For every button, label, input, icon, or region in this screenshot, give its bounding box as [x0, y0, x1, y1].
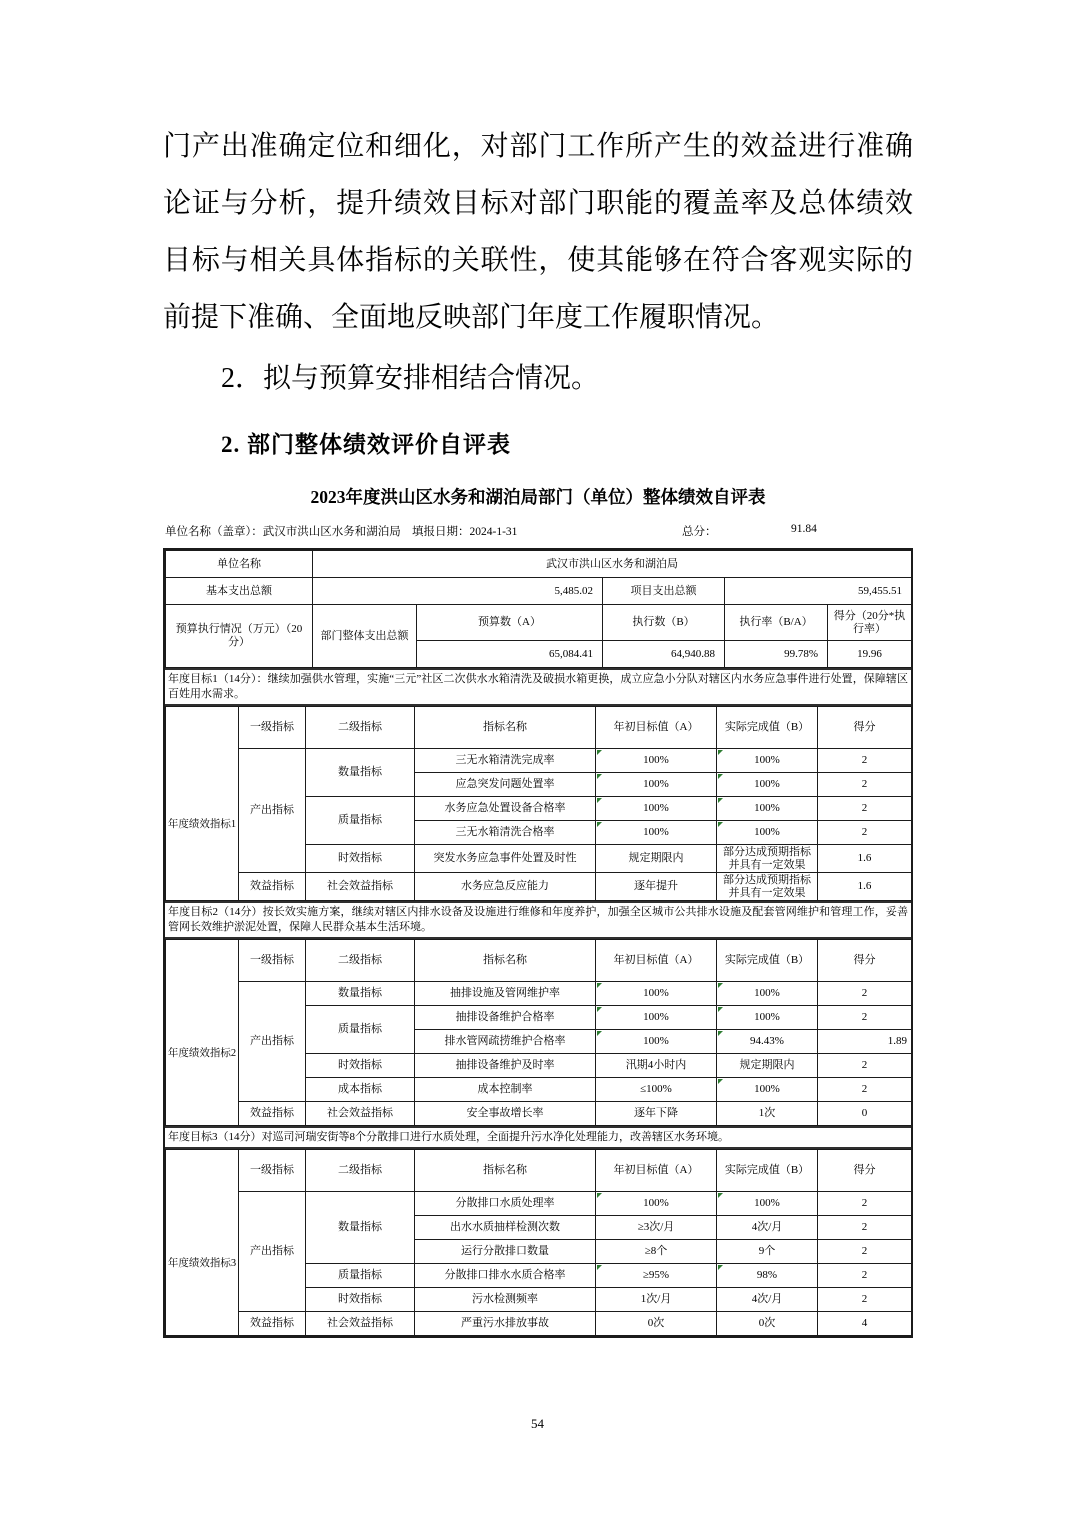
cell-actual: 9个 [717, 1240, 818, 1264]
cell-l2: 时效指标 [306, 1288, 415, 1312]
cell-l2: 社会效益指标 [306, 873, 415, 901]
cell-l2: 社会效益指标 [306, 1102, 415, 1126]
section-heading: 2. 部门整体绩效评价自评表 [221, 432, 511, 457]
cell-name: 分散排口水质处理率 [415, 1192, 596, 1216]
cell-score: 2 [818, 749, 912, 773]
cell-score: 2 [818, 1264, 912, 1288]
actual-header: 实际完成值（B） [717, 707, 818, 749]
cell-actual: 98% [717, 1264, 818, 1288]
total-score-label: 总分： [682, 526, 717, 538]
indicator-group-cell: 年度绩效指标2 [166, 982, 239, 1126]
empty-corner-cell [166, 940, 239, 982]
cell-actual: 4次/月 [717, 1288, 818, 1312]
cell-name: 分散排口排水水质合格率 [415, 1264, 596, 1288]
page-number: 54 [531, 1416, 544, 1431]
cell-l1: 效益指标 [239, 1102, 306, 1126]
empty-corner-cell [166, 1150, 239, 1192]
cell-name: 严重污水排放事故 [415, 1312, 596, 1336]
cell-target: 0次 [596, 1312, 717, 1336]
cell-score: 2 [818, 1006, 912, 1030]
cell-actual: 0次 [717, 1312, 818, 1336]
col-rate-header: 执行率（B/A） [725, 605, 828, 641]
cell-score: 2 [818, 1240, 912, 1264]
actual-header: 实际完成值（B） [717, 940, 818, 982]
cell-l2: 质量指标 [306, 797, 415, 845]
table-row [166, 1102, 912, 1126]
cell-target: ≥3次/月 [596, 1216, 717, 1240]
name-header: 指标名称 [415, 940, 596, 982]
cell-actual: 100% [717, 1006, 818, 1030]
basic-expense-label-cell: 基本支出总额 [166, 578, 313, 605]
cell-l1: 产出指标 [239, 1192, 306, 1312]
goal3-description: 年度目标3（14分）对巡司河瑞安街等8个分散排口进行水质处理，全面提升污水净化处理能力，改善辖区水务环境。 [165, 1126, 911, 1149]
cell-name: 污水检测频率 [415, 1288, 596, 1312]
cell-l1: 效益指标 [239, 1312, 306, 1336]
cell-name: 出水水质抽样检测次数 [415, 1216, 596, 1240]
cell-target: ≥95% [596, 1264, 717, 1288]
cell-actual: 100% [717, 1078, 818, 1102]
col-exec-header: 执行数（B） [603, 605, 725, 641]
cell-l2: 质量指标 [306, 1264, 415, 1288]
l1-header: 一级指标 [239, 707, 306, 749]
cell-target: 逐年提升 [596, 873, 717, 901]
cell-target: 100% [596, 749, 717, 773]
cell-l2: 社会效益指标 [306, 1312, 415, 1336]
exec-score-cell: 19.96 [828, 641, 912, 668]
cell-score: 2 [818, 1078, 912, 1102]
cell-name: 排水管网疏捞维护合格率 [415, 1030, 596, 1054]
cell-score: 1.6 [818, 873, 912, 901]
total-score-value: 91.84 [791, 523, 817, 535]
cell-name: 三无水箱清洗完成率 [415, 749, 596, 773]
goal1-description: 年度目标1（14分）：继续加强供水管理，实施“三元”社区二次供水水箱清洗及破损水箱更换，成立应急小分队对辖区内水务应急事件进行处置，保障辖区百姓用水需求。 [165, 668, 911, 706]
cell-name: 安全事故增长率 [415, 1102, 596, 1126]
col-score-header: 得分（20分*执行率） [828, 605, 912, 641]
cell-score: 2 [818, 982, 912, 1006]
cell-target: 逐年下降 [596, 1102, 717, 1126]
basic-expense-value-cell: 5,485.02 [313, 578, 603, 605]
cell-actual: 100% [717, 982, 818, 1006]
l2-header: 二级指标 [306, 707, 415, 749]
cell-target: 100% [596, 1006, 717, 1030]
table-info-line [163, 523, 913, 539]
cell-name: 突发水务应急事件处置及时性 [415, 845, 596, 873]
empty-corner-cell [166, 707, 239, 749]
summary-table [165, 550, 912, 668]
budget-exec-label-cell: 预算执行情况（万元）（20分） [166, 605, 313, 668]
score-header: 得分 [818, 1150, 912, 1192]
exec-value-cell: 64,940.88 [603, 641, 725, 668]
l1-header: 一级指标 [239, 940, 306, 982]
cell-actual [717, 873, 818, 901]
l2-header: 二级指标 [306, 940, 415, 982]
table-row [166, 982, 912, 1006]
indicator-table-3 [165, 1149, 912, 1336]
cell-target: 1次/月 [596, 1288, 717, 1312]
col-budget-header: 预算数（A） [417, 605, 603, 641]
indicator-group-cell: 年度绩效指标1 [166, 749, 239, 901]
cell-l2: 时效指标 [306, 845, 415, 873]
cell-score: 2 [818, 1054, 912, 1078]
body-paragraph: 门产出准确定位和细化，对部门工作所产生的效益进行准确论证与分析，提升绩效目标对部门职能的覆盖率及总体绩效目标与相关具体指标的关联性，使其能够在符合客观实际的前提下准确、全面地反映部门年度工作履职情况。 [163, 131, 913, 333]
cell-score: 2 [818, 1288, 912, 1312]
cell-actual: 94.43% [717, 1030, 818, 1054]
table-row [166, 940, 912, 982]
budget-value-cell: 65,084.41 [417, 641, 603, 668]
cell-target: 汛期4小时内 [596, 1054, 717, 1078]
cell-actual [717, 845, 818, 873]
goal2-description: 年度目标2（14分）按长效实施方案，继续对辖区内排水设备及设施进行维修和年度养护，加强全区城市公共排水设施及配套管网维护和管理工作，妥善管网长效维护淤泥处置，保障人民群众基本生活环境。 [165, 901, 911, 939]
indicator-table-1 [165, 706, 912, 901]
cell-score: 0 [818, 1102, 912, 1126]
cell-actual: 100% [717, 1192, 818, 1216]
cell-score: 2 [818, 1216, 912, 1240]
target-header: 年初目标值（A） [596, 940, 717, 982]
l2-header: 二级指标 [306, 1150, 415, 1192]
indicator-table-2 [165, 939, 912, 1126]
cell-target: 100% [596, 982, 717, 1006]
cell-l2: 数量指标 [306, 982, 415, 1006]
cell-actual: 100% [717, 773, 818, 797]
l1-header: 一级指标 [239, 1150, 306, 1192]
score-header: 得分 [818, 940, 912, 982]
cell-target: ≤100% [596, 1078, 717, 1102]
cell-name: 运行分散排口数量 [415, 1240, 596, 1264]
table-row [166, 749, 912, 773]
cell-actual: 规定期限内 [717, 1054, 818, 1078]
indicator-group-cell: 年度绩效指标3 [166, 1192, 239, 1336]
report-date: 填报日期：2024-1-31 [412, 526, 518, 538]
overall-expense-label-cell: 部门整体支出总额 [313, 605, 417, 668]
score-header: 得分 [818, 707, 912, 749]
unit-name-value-cell: 武汉市洪山区水务和湖泊局 [313, 551, 912, 578]
unit-name-label-cell: 单位名称 [166, 551, 313, 578]
table-row [166, 1192, 912, 1216]
table-row [166, 1312, 912, 1336]
table-row [166, 551, 912, 578]
cell-name: 三无水箱清洗合格率 [415, 821, 596, 845]
cell-score: 2 [818, 1192, 912, 1216]
cell-target: 100% [596, 773, 717, 797]
project-expense-label-cell: 项目支出总额 [603, 578, 725, 605]
table-title: 2023年度洪山区水务和湖泊局部门（单位）整体绩效自评表 [310, 487, 766, 507]
cell-score: 1.6 [818, 845, 912, 873]
cell-score: 1.89 [818, 1030, 912, 1054]
self-evaluation-table [163, 548, 913, 1338]
table-row [166, 707, 912, 749]
cell-l2: 时效指标 [306, 1054, 415, 1078]
table-row [166, 578, 912, 605]
cell-name: 应急突发问题处置率 [415, 773, 596, 797]
cell-actual: 4次/月 [717, 1216, 818, 1240]
table-row [166, 605, 912, 641]
cell-target: 100% [596, 1192, 717, 1216]
cell-l2: 数量指标 [306, 1192, 415, 1264]
cell-l1: 产出指标 [239, 982, 306, 1102]
cell-l2: 成本指标 [306, 1078, 415, 1102]
cell-score: 2 [818, 797, 912, 821]
cell-name: 水务应急反应能力 [415, 873, 596, 901]
name-header: 指标名称 [415, 1150, 596, 1192]
cell-name: 水务应急处置设备合格率 [415, 797, 596, 821]
cell-target: 100% [596, 797, 717, 821]
cell-target: ≥8个 [596, 1240, 717, 1264]
unit-name-seal: 单位名称（盖章）：武汉市洪山区水务和湖泊局 [165, 526, 401, 538]
clipped-text: 部分达成预期指标并具有一定效果 [723, 874, 811, 899]
cell-score: 4 [818, 1312, 912, 1336]
rate-value-cell: 99.78% [725, 641, 828, 668]
cell-score: 2 [818, 773, 912, 797]
cell-l2: 质量指标 [306, 1006, 415, 1054]
cell-score: 2 [818, 821, 912, 845]
cell-target: 规定期限内 [596, 845, 717, 873]
project-expense-value-cell: 59,455.51 [725, 578, 912, 605]
cell-l2: 数量指标 [306, 749, 415, 797]
cell-target: 100% [596, 1030, 717, 1054]
target-header: 年初目标值（A） [596, 707, 717, 749]
body-item-2: 2．拟与预算安排相结合情况。 [221, 363, 600, 394]
cell-actual: 100% [717, 821, 818, 845]
cell-name: 抽排设施及管网维护率 [415, 982, 596, 1006]
cell-actual: 1次 [717, 1102, 818, 1126]
cell-actual: 100% [717, 797, 818, 821]
table-row [166, 873, 912, 901]
target-header: 年初目标值（A） [596, 1150, 717, 1192]
actual-header: 实际完成值（B） [717, 1150, 818, 1192]
cell-l1: 效益指标 [239, 873, 306, 901]
table-row [166, 1150, 912, 1192]
name-header: 指标名称 [415, 707, 596, 749]
cell-name: 抽排设备维护及时率 [415, 1054, 596, 1078]
cell-actual: 100% [717, 749, 818, 773]
cell-name: 成本控制率 [415, 1078, 596, 1102]
cell-target: 100% [596, 821, 717, 845]
cell-l1: 产出指标 [239, 749, 306, 873]
clipped-text: 部分达成预期指标并具有一定效果 [723, 846, 811, 871]
cell-name: 抽排设备维护合格率 [415, 1006, 596, 1030]
